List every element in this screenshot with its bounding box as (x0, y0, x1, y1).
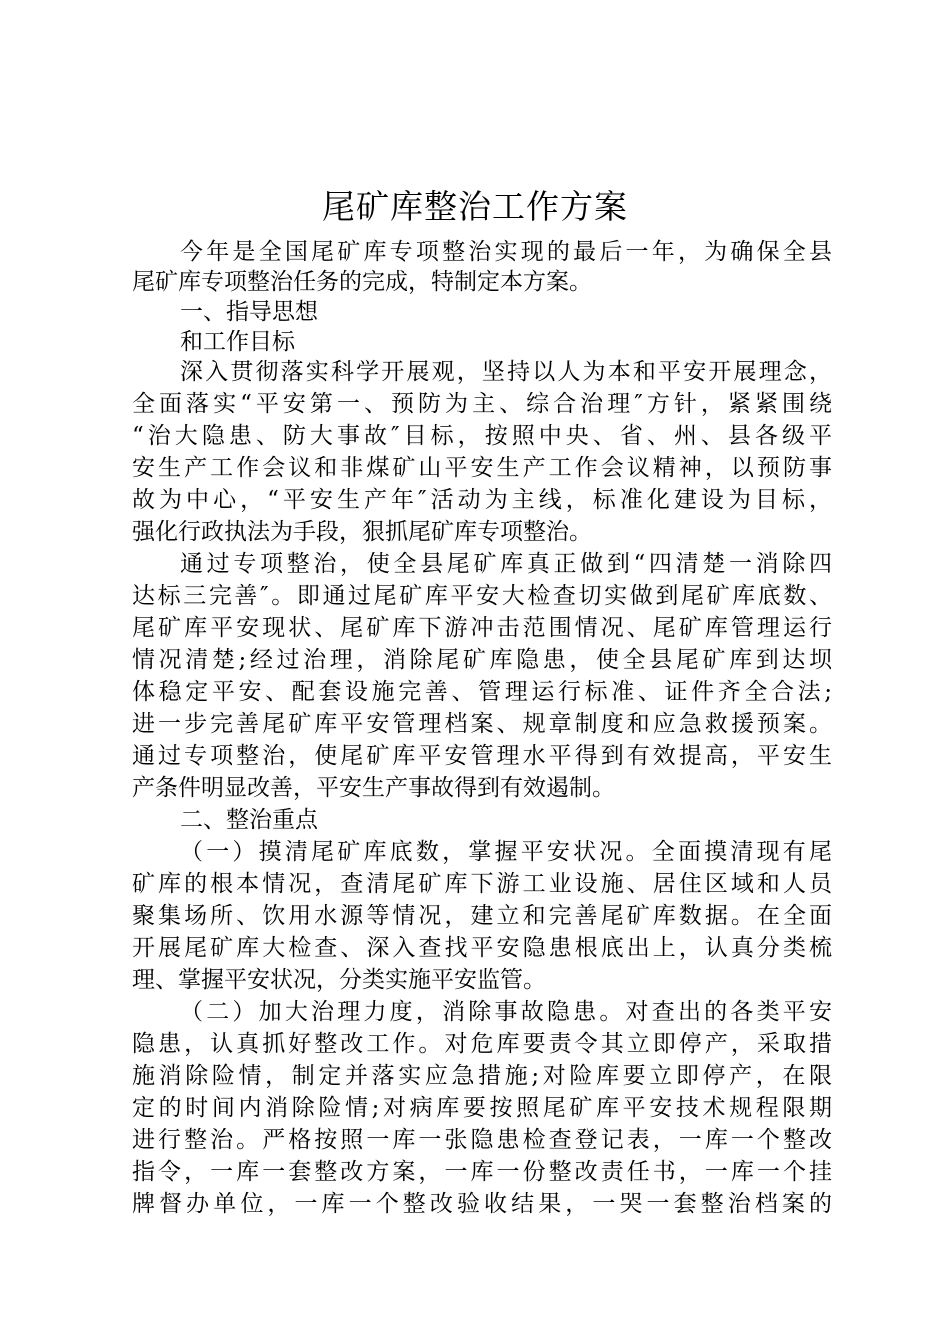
text-line: 开展尾矿库大检查、深入查找平安隐患根底出上，认真分类梳 (132, 935, 832, 961)
document-title: 尾矿库整治工作方案 (322, 187, 628, 226)
text-line: 矿库的根本情况，查清尾矿库下游工业设施、居住区域和人员 (132, 871, 832, 897)
text-line: 牌督办单位，一库一个整改验收结果，一哭一套整治档案的 (132, 1191, 832, 1217)
text-line: 和工作目标 (180, 329, 295, 355)
text-line: 通过专项整治，使全县尾矿库真正做到“四清楚一消除四 (180, 551, 832, 577)
text-line: 深入贯彻落实科学开展观，坚持以人为本和平安开展理念， (180, 359, 832, 385)
text-line: 产条件明显改善，平安生产事故得到有效遏制。 (132, 775, 615, 801)
text-line: 聚集场所、饮用水源等情况，建立和完善尾矿库数据。在全面 (132, 903, 832, 929)
section-heading: 二、整治重点 (180, 807, 318, 833)
text-line: 情况清楚;经过治理，消除尾矿库隐患，使全县尾矿库到达坝 (132, 647, 832, 673)
text-line: 故为中心，“平安生产年″活动为主线，标准化建设为目标， (132, 487, 832, 513)
text-line: 达标三完善″。即通过尾矿库平安大检查切实做到尾矿库底数、 (132, 583, 832, 609)
text-line: （二）加大治理力度，消除事故隐患。对查出的各类平安 (180, 999, 832, 1025)
text-line: 进行整治。严格按照一库一张隐患检查登记表，一库一个整改 (132, 1127, 832, 1153)
text-line: （一）摸清尾矿库底数，掌握平安状况。全面摸清现有尾 (180, 839, 832, 865)
text-line: 尾矿库平安现状、尾矿库下游冲击范围情况、尾矿库管理运行 (132, 615, 832, 641)
text-line: 施消除险情，制定并落实应急措施;对险库要立即停产，在限 (132, 1063, 832, 1089)
text-line: 体稳定平安、配套设施完善、管理运行标准、证件齐全合法; (132, 679, 832, 705)
text-line: 强化行政执法为手段，狠抓尾矿库专项整治。 (132, 519, 592, 545)
text-line: 定的时间内消除险情;对病库要按照尾矿库平安技术规程限期 (132, 1095, 832, 1121)
text-line: “治大隐患、防大事故″目标，按照中央、省、州、县各级平 (132, 423, 832, 449)
text-line: 今年是全国尾矿库专项整治实现的最后一年，为确保全县 (180, 239, 832, 265)
section-heading: 一、指导思想 (180, 299, 318, 325)
text-line: 通过专项整治，使尾矿库平安管理水平得到有效提高，平安生 (132, 743, 832, 769)
text-line: 进一步完善尾矿库平安管理档案、规章制度和应急救援预案。 (132, 711, 832, 737)
text-line: 安生产工作会议和非煤矿山平安生产工作会议精神，以预防事 (132, 455, 832, 481)
text-line: 全面落实“平安第一、预防为主、综合治理″方针，紧紧围绕 (132, 391, 832, 417)
text-line: 理、掌握平安状况，分类实施平安监管。 (132, 967, 546, 993)
text-line: 隐患，认真抓好整改工作。对危库要责令其立即停产，采取措 (132, 1031, 832, 1057)
text-line: 指令，一库一套整改方案，一库一份整改责任书，一库一个挂 (132, 1159, 832, 1185)
text-line: 尾矿库专项整治任务的完成，特制定本方案。 (132, 269, 592, 295)
